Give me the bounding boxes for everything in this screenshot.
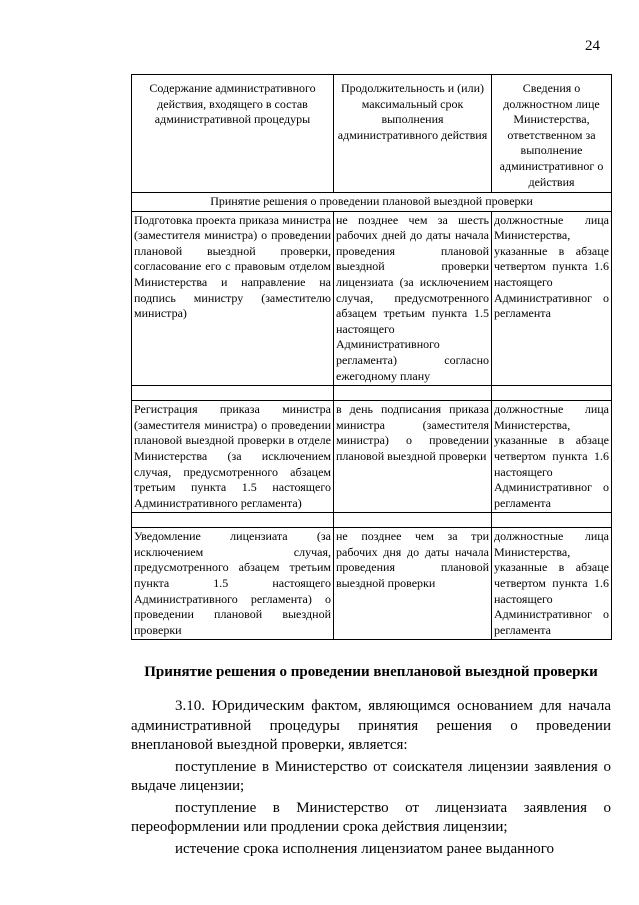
table-header-row (132, 75, 612, 193)
table-cell-duration: не позднее чем за три рабочих дня до даты начала проведения плановой выездной проверки (334, 528, 492, 640)
table-row (132, 401, 612, 513)
spacer-cell (132, 386, 334, 401)
table-cell-official: должностные лица Министерства, указанные в абзаце четвертом пункта 1.6 настоящего Административног о регламента (492, 528, 612, 640)
header-duration: Продолжительность и (или) максимальный срок выполнения административного действия (334, 75, 492, 193)
table-cell-action: Уведомление лицензиата (за исключением случая, предусмотренного абзацем третьим пункта 1.5 настоящего Административного регламента) о проведении плановой выездной проверки (132, 528, 334, 640)
page-number: 24 (585, 38, 600, 54)
paragraph: поступление в Министерство от соискателя лицензии заявления о выдаче лицензии; (131, 758, 611, 794)
paragraph: истечение срока исполнения лицензиатом ранее выданного (175, 840, 554, 857)
section-title: Принятие решения о проведении плановой выездной проверки (132, 193, 612, 212)
table-cell-duration: не позднее чем за шесть рабочих дней до даты начала проведения плановой выездной проверки лицензиата (за исключением случая, предусмотренного абзацем третьим пункта 1.5 настоящего Административного регламента) согласно ежегодному плану (334, 211, 492, 386)
body-text (131, 697, 611, 861)
table-cell-duration: в день подписания приказа министра (заместителя министра) о проведении плановой выездной проверки (334, 401, 492, 513)
table-row (132, 528, 612, 640)
table-cell-action: Подготовка проекта приказа министра (заместителя министра) о проведении плановой выездной проверки, согласование его с правовым отделом Министерства и направление на подпись министру (заместителю министра) (132, 211, 334, 386)
spacer-cell (492, 386, 612, 401)
table-cell-action: Регистрация приказа министра (заместителя министра) о проведении плановой выездной проверки в отделе Министерства (за исключением случая, предусмотренного абзацем третьим пункта 1.5 настоящего Административного регламента) (132, 401, 334, 513)
header-action-content: Содержание административного действия, входящего в состав административной процедуры (132, 75, 334, 193)
spacer-row (132, 386, 612, 401)
paragraph: 3.10. Юридическим фактом, являющимся основанием для начала административной процедуры принятия решения о проведении внеплановой выездной проверки, является: (131, 698, 611, 753)
table-row (132, 211, 612, 386)
procedure-table (131, 74, 612, 640)
paragraph: поступление в Министерство от лицензиата заявления о переоформлении или продлении срока действия лицензии; (131, 799, 611, 835)
table-cell-official: должностные лица Министерства, указанные в абзаце четвертом пункта 1.6 настоящего Административног о регламента (492, 401, 612, 513)
spacer-cell (334, 386, 492, 401)
spacer-row (132, 513, 612, 528)
table-cell-official: должностные лица Министерства, указанные в абзаце четвертом пункта 1.6 настоящего Административног о регламента (492, 211, 612, 386)
section-title-row (132, 193, 612, 212)
spacer-cell (334, 513, 492, 528)
header-responsible-official: Сведения о должностном лице Министерства, ответственном за выполнение административног о действия (492, 75, 612, 193)
spacer-cell (492, 513, 612, 528)
section-heading: Принятие решения о проведении внеплановой выездной проверки (144, 664, 598, 680)
spacer-cell (132, 513, 334, 528)
